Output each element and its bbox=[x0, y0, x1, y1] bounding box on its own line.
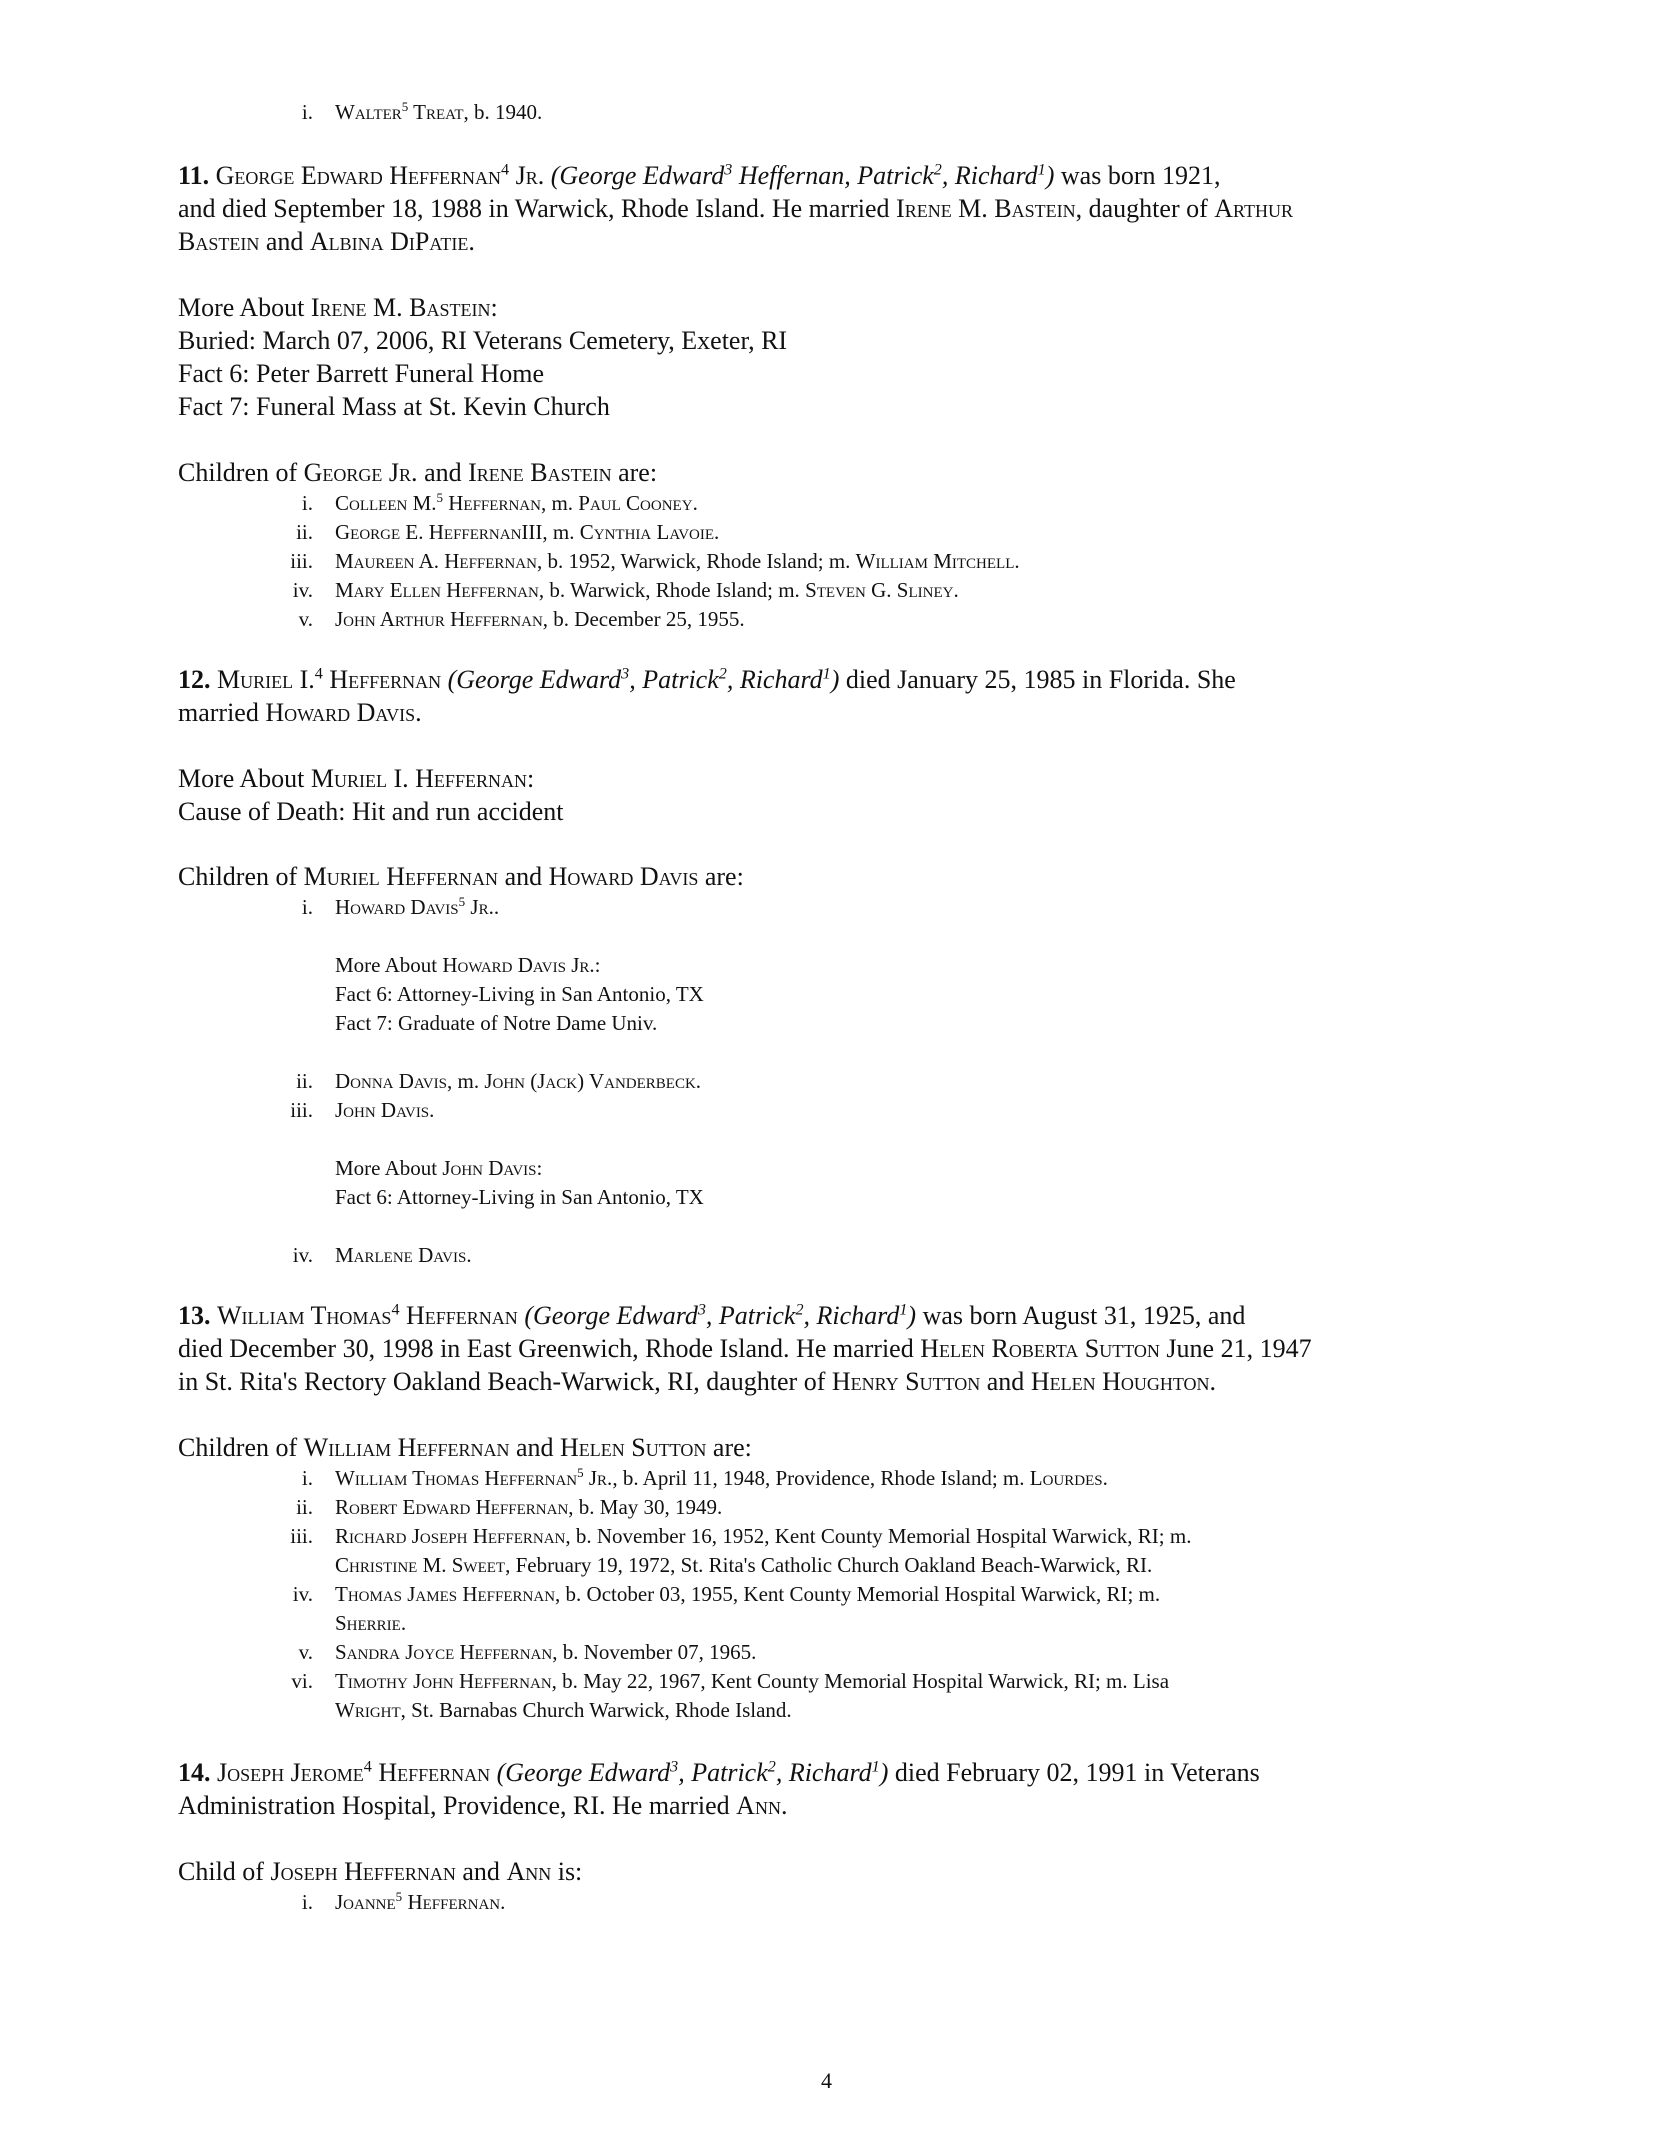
list-item: iv. Mary Ellen Heffernan, b. Warwick, Rhode Island; m. Steven G. Sliney. bbox=[292, 578, 959, 602]
entry-14-line-2: Administration Hospital, Providence, RI. He married Ann. bbox=[178, 1791, 788, 1820]
fact-line: Buried: March 07, 2006, RI Veterans Cemetery, Exeter, RI bbox=[178, 326, 788, 355]
fact-line: Fact 6: Attorney-Living in San Antonio, TX bbox=[335, 1185, 704, 1209]
list-item: v. Sandra Joyce Heffernan, b. November 07, 1965. bbox=[298, 1640, 757, 1664]
list-item: iii. Maureen A. Heffernan, b. 1952, Warwick, Rhode Island; m. William Mitchell. bbox=[290, 549, 1020, 573]
children-heading: Children of George Jr. and Irene Bastein are: bbox=[178, 458, 658, 487]
list-item: i. Colleen M.$^5$ Heffernan, m. Paul Cooney. bbox=[301, 490, 698, 515]
fact-line: Fact 6: Attorney-Living in San Antonio, TX bbox=[335, 982, 704, 1006]
list-item: i. Joanne$^5$ Heffernan. bbox=[301, 1889, 506, 1914]
list-item: i. Howard Davis$^5$ Jr.. bbox=[301, 894, 500, 919]
children-heading: Children of William Heffernan and Helen Sutton are: bbox=[178, 1433, 752, 1462]
entry-13-line-3: in St. Rita's Rectory Oakland Beach-Warwick, RI, daughter of Henry Sutton and Helen Houghton. bbox=[178, 1367, 1217, 1396]
entry-13-line-1: 13. William Thomas$^4$ Heffernan (George Edward$^3$, Patrick$^2$, Richard$^1$) was born August 31, 1925, and bbox=[178, 1301, 1246, 1330]
more-about-howard-heading: More About Howard Davis Jr.: bbox=[335, 953, 601, 977]
page-number: 4 bbox=[821, 2068, 832, 2093]
list-item: v. John Arthur Heffernan, b. December 25, 1955. bbox=[298, 607, 745, 631]
fact-line: Fact 7: Graduate of Notre Dame Univ. bbox=[335, 1011, 658, 1035]
list-item: ii. Robert Edward Heffernan, b. May 30, 1949. bbox=[296, 1495, 723, 1519]
entry-14-line-1: 14. Joseph Jerome$^4$ Heffernan (George Edward$^3$, Patrick$^2$, Richard$^1$) died February 02, 1991 in Veterans bbox=[178, 1758, 1260, 1787]
entry-12-line-2: married Howard Davis. bbox=[178, 698, 422, 727]
fact-line: Fact 7: Funeral Mass at St. Kevin Church bbox=[178, 392, 610, 421]
list-item: ii. George E. HeffernanIII, m. Cynthia Lavoie. bbox=[296, 520, 720, 544]
list-item: iv. Marlene Davis. bbox=[292, 1243, 472, 1267]
list-item: i. Walter$^5$ Treat, b. 1940. bbox=[301, 99, 543, 124]
more-about-muriel-heading: More About Muriel I. Heffernan: bbox=[178, 764, 535, 793]
entry-12-line-1: 12. Muriel I.$^4$ Heffernan (George Edward$^3$, Patrick$^2$, Richard$^1$) died January 25, 1985 in Florida. She bbox=[178, 665, 1236, 694]
children-heading: Children of Muriel Heffernan and Howard Davis are: bbox=[178, 862, 744, 891]
entry-11-line-1: 11. George Edward Heffernan$^4$ Jr. (George Edward$^3$ Heffernan, Patrick$^2$, Richard$^1$) was born 1921, bbox=[178, 161, 1221, 190]
more-about-irene-heading: More About Irene M. Bastein: bbox=[178, 293, 498, 322]
list-item-continuation: Sherrie. bbox=[335, 1611, 407, 1635]
list-item: iv. Thomas James Heffernan, b. October 03, 1955, Kent County Memorial Hospital Warwick, RI; m. bbox=[292, 1582, 1161, 1606]
fact-line: Fact 6: Peter Barrett Funeral Home bbox=[178, 359, 545, 388]
list-item: i. William Thomas Heffernan$^5$ Jr., b. April 11, 1948, Providence, Rhode Island; m. Lourdes. bbox=[301, 1465, 1108, 1490]
list-item-continuation: Christine M. Sweet, February 19, 1972, St. Rita's Catholic Church Oakland Beach-Warwick, RI. bbox=[335, 1553, 1153, 1577]
list-item: vi. Timothy John Heffernan, b. May 22, 1967, Kent County Memorial Hospital Warwick, RI; m. Lisa bbox=[291, 1669, 1170, 1693]
more-about-john-heading: More About John Davis: bbox=[335, 1156, 543, 1180]
entry-11-line-2: and died September 18, 1988 in Warwick, Rhode Island. He married Irene M. Bastein, daughter of Arthur bbox=[178, 194, 1293, 223]
entry-13-line-2: died December 30, 1998 in East Greenwich, Rhode Island. He married Helen Roberta Sutton June 21, 1947 bbox=[178, 1334, 1312, 1363]
list-item: ii. Donna Davis, m. John (Jack) Vanderbeck. bbox=[296, 1069, 702, 1093]
fact-line: Cause of Death: Hit and run accident bbox=[178, 797, 564, 826]
list-item: iii. Richard Joseph Heffernan, b. November 16, 1952, Kent County Memorial Hospital Warwick, RI; m. bbox=[290, 1524, 1192, 1548]
list-item-continuation: Wright, St. Barnabas Church Warwick, Rhode Island. bbox=[335, 1698, 792, 1722]
entry-11-line-3: Bastein and Albina DiPatie. bbox=[178, 227, 475, 256]
list-item: iii. John Davis. bbox=[290, 1098, 435, 1122]
children-heading: Child of Joseph Heffernan and Ann is: bbox=[178, 1857, 583, 1886]
